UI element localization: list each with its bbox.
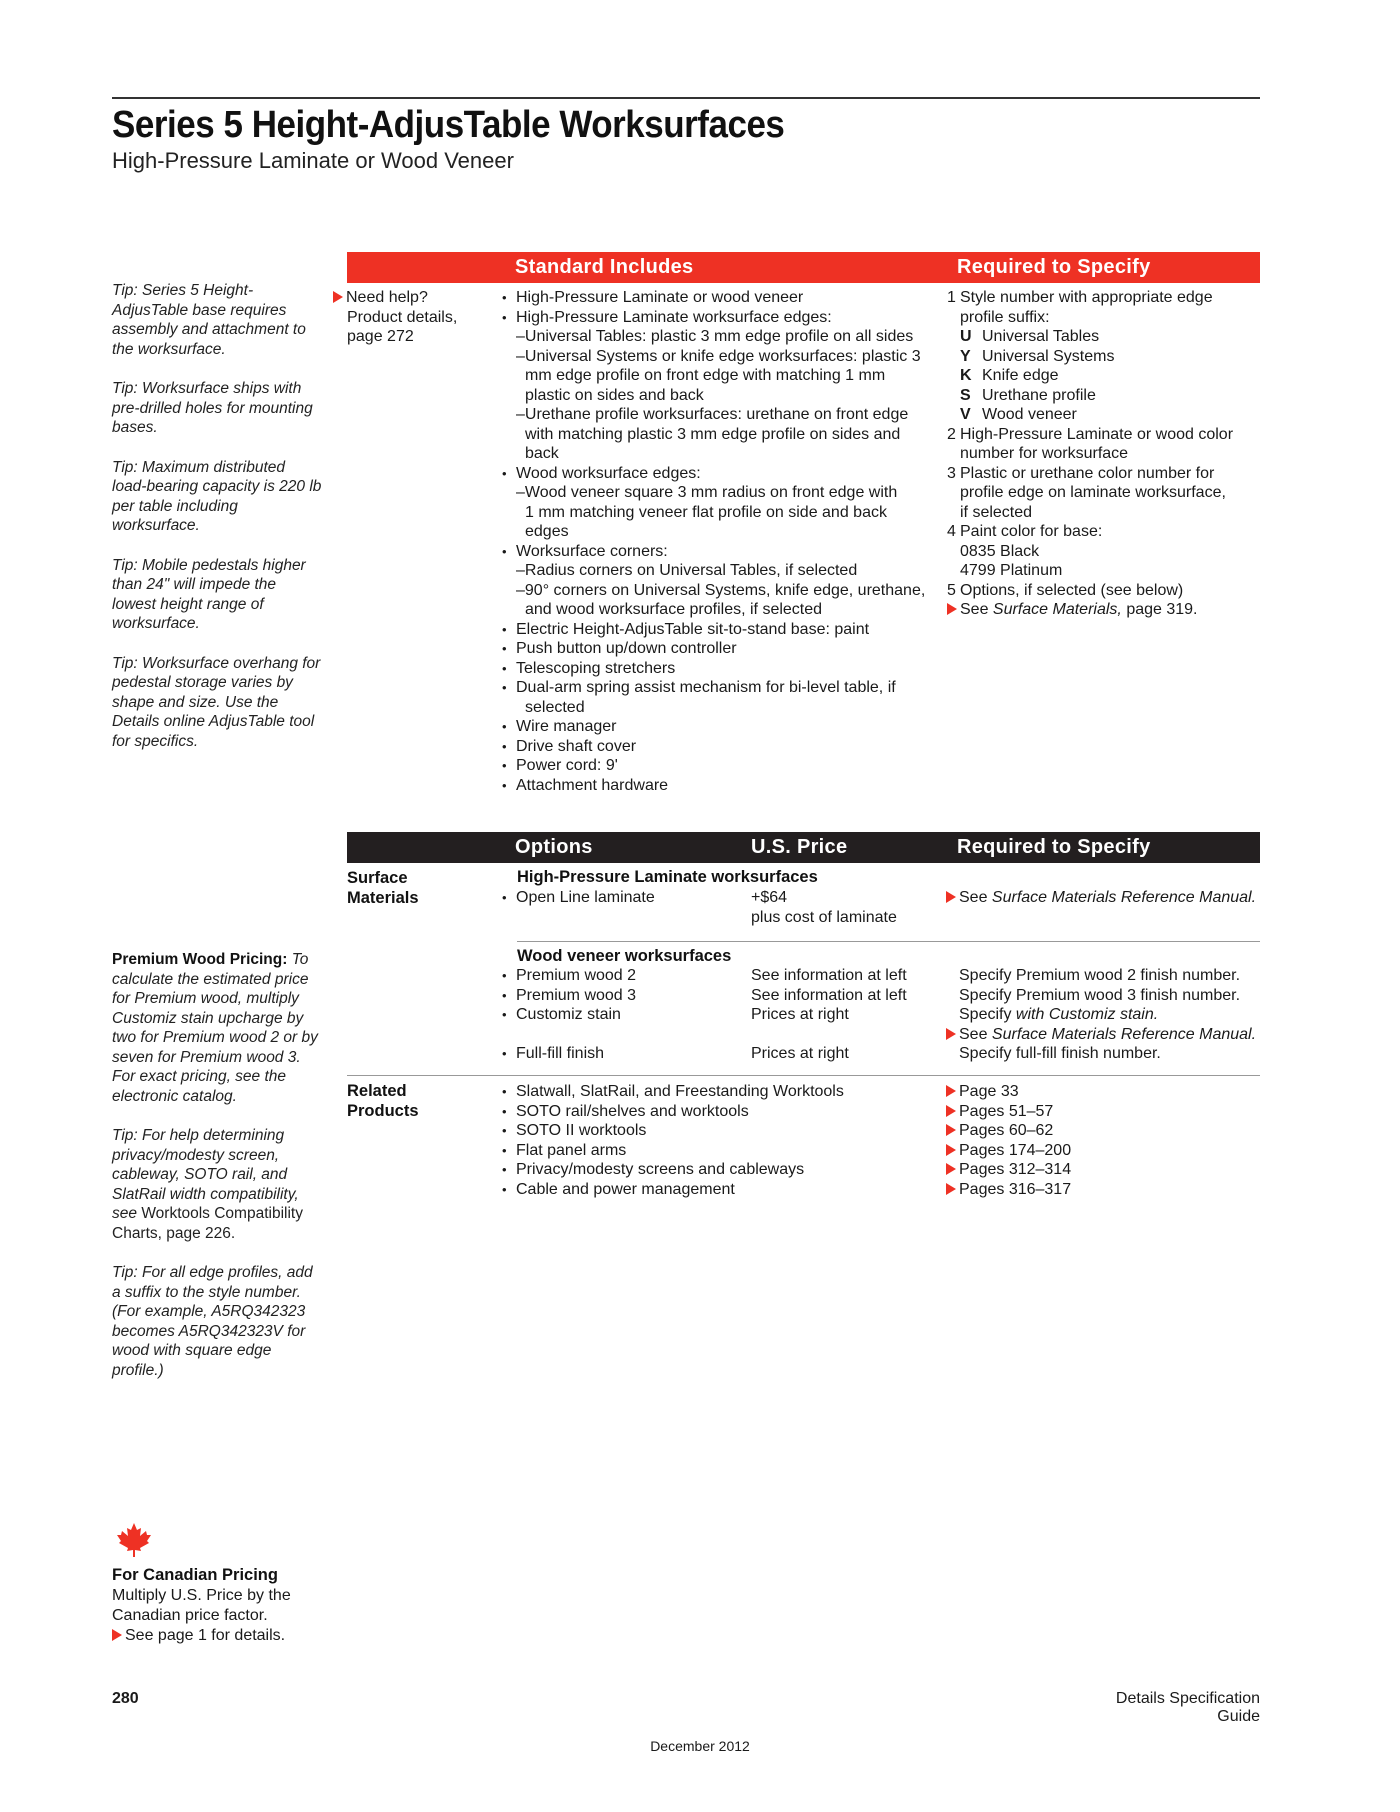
related-product-item: • Slatwall, SlatRail, and Freestanding Worktools (500, 1082, 940, 1102)
include-item: • Wood worksurface edges: (500, 464, 940, 484)
page-subtitle: High-Pressure Laminate or Wood Veneer (112, 148, 514, 173)
arrow-icon (946, 1028, 956, 1040)
related-page-link[interactable]: Page 33 (946, 1082, 1266, 1102)
include-item: • High-Pressure Laminate worksurface edges: (500, 308, 940, 328)
include-item: –Universal Tables: plastic 3 mm edge profile on all sides (516, 328, 914, 345)
related-page-link[interactable]: Pages 316–317 (946, 1180, 1266, 1200)
tip-overhang: Tip: Worksurface overhang for pedestal storage varies by shape and size. Use the Details online AdjusTable tool for specifics. (112, 654, 321, 750)
srm-link[interactable]: See Surface Materials Reference Manual. (946, 888, 1266, 908)
related-products-list (500, 1082, 940, 1199)
arrow-icon (946, 1183, 956, 1195)
related-page-link[interactable]: Pages 51–57 (946, 1102, 1266, 1122)
related-product-item: • SOTO rail/shelves and worktools (500, 1102, 940, 1122)
include-item: • Wire manager (500, 717, 940, 737)
standard-includes-heading: Standard Includes (515, 256, 694, 278)
divider (517, 941, 1260, 942)
sidebar-premium (112, 950, 322, 1400)
tip-compat: Tip: For help determining privacy/modesty screen, cableway, SOTO rail, and SlatRail width compatibility, see (112, 1127, 299, 1222)
arrow-icon (946, 891, 956, 903)
include-item: • Worksurface corners: (500, 542, 940, 562)
include-item: • Power cord: 9' (500, 756, 940, 776)
page-title: Series 5 Height-AdjusTable Worksurfaces (112, 104, 785, 146)
option-full-fill: • Full-fill finish (500, 1044, 730, 1064)
tip-edge-suffix: Tip: For all edge profiles, add a suffix to the style number. (For example, A5RQ342323 becomes A5RQ342323V for wood with square edge profile.) (112, 1264, 313, 1379)
suffix-item: K Knife edge (960, 367, 1059, 384)
tip-pedestals: Tip: Mobile pedestals higher than 24" will impede the lowest height range of worksurface. (112, 556, 306, 632)
arrow-icon (947, 603, 957, 615)
include-item: • Drive shaft cover (500, 737, 940, 757)
suffix-item: V Wood veneer (960, 406, 1077, 423)
related-product-item: • Cable and power management (500, 1180, 940, 1200)
premium-text: To calculate the estimated price for Premium wood, multiply Customiz stain upcharge by two for Premium wood 2 or by seven for Premium wood 3. For exact pricing, see the electronic catalog. (112, 951, 318, 1105)
related-page-link[interactable]: Pages 60–62 (946, 1121, 1266, 1141)
wood-options (500, 966, 730, 1064)
option-premium-wood-2: • Premium wood 2 (500, 966, 730, 986)
include-item: • Push button up/down controller (500, 639, 940, 659)
arrow-icon (112, 1629, 122, 1641)
related-product-item: • SOTO II worktools (500, 1121, 940, 1141)
sidebar-tips-top (112, 281, 322, 771)
tip-load-capacity: Tip: Maximum distributed load-bearing capacity is 220 lb per table including worksurface. (112, 458, 322, 534)
include-item: • Dual-arm spring assist mechanism for bi-level table, if selected (500, 678, 940, 717)
arrow-icon (946, 1124, 956, 1136)
canadian-text: Multiply U.S. Price by the Canadian price factor. (112, 1586, 291, 1624)
arrow-icon (946, 1163, 956, 1175)
wood-prices: See information at left See information at left Prices at right Prices at right (751, 967, 907, 1062)
surface-materials-link[interactable]: See Surface Materials, page 319. (947, 600, 1267, 620)
include-item: • Telescoping stretchers (500, 659, 940, 679)
include-item: –Universal Systems or knife edge worksurfaces: plastic 3 mm edge profile on front edge with matching 1 mm plastic on sides and back (516, 347, 921, 404)
divider (347, 1075, 1260, 1076)
related-product-item: • Flat panel arms (500, 1141, 940, 1161)
option-customiz-stain: • Customiz stain (500, 1005, 730, 1025)
hpl-subhead: High-Pressure Laminate worksurfaces (517, 868, 818, 886)
open-line-option: • Open Line laminate (500, 888, 730, 908)
related-page-link[interactable]: Pages 312–314 (946, 1160, 1266, 1180)
include-item: • Electric Height-AdjusTable sit-to-stand base: paint (500, 620, 940, 640)
required-to-specify-heading: Required to Specify (957, 256, 1151, 278)
canadian-link[interactable]: See page 1 for details. (112, 1626, 322, 1646)
tip-base-assembly: Tip: Series 5 Height-AdjusTable base requires assembly and attachment to the worksurface. (112, 282, 306, 358)
premium-heading: Premium Wood Pricing: (112, 951, 288, 968)
arrow-icon (333, 291, 343, 303)
include-item: • Attachment hardware (500, 776, 940, 796)
srm-link-2[interactable]: See Surface Materials Reference Manual. (946, 1025, 1266, 1045)
surface-materials-label: Surface Materials (347, 869, 419, 907)
guide-title: Details Specification Guide (1115, 1690, 1260, 1725)
us-price-heading: U.S. Price (751, 836, 848, 858)
page-number: 280 (112, 1690, 139, 1707)
header-rule (112, 97, 1260, 99)
include-item: • High-Pressure Laminate or wood veneer (500, 288, 940, 308)
include-item: –Wood veneer square 3 mm radius on front edge with 1 mm matching veneer flat profile on side and back edges (516, 484, 898, 540)
option-premium-wood-3: • Premium wood 3 (500, 986, 730, 1006)
arrow-icon (946, 1085, 956, 1097)
options-required-heading: Required to Specify (957, 836, 1151, 858)
include-item: –Urethane profile worksurfaces: urethane on front edge with matching plastic 3 mm edge profile on sides and back (516, 406, 909, 462)
suffix-item: U Universal Tables (960, 328, 1100, 345)
required-to-specify-list: 1 Style number with appropriate edge profile suffix: U Universal Tables Y Universal Systems K Knife edge S Urethane profile V Wood veneer 2 High-Pressure Laminate or wood color number for worksurface 3 Plastic or urethane color number for profile edge on laminate worksurface, if selected 4 Paint color for base: 0835 Black 4799 Platinum 5 Options, if selected (see below) See Surface Materials, page 319. (947, 288, 1267, 620)
tip-predrilled: Tip: Worksurface ships with pre-drilled holes for mounting bases. (112, 380, 313, 436)
wood-subhead: Wood veneer worksurfaces (517, 947, 732, 965)
canadian-pricing (112, 1566, 322, 1646)
suffix-item: S Urethane profile (960, 386, 1096, 404)
issue-date: December 2012 (650, 1738, 750, 1754)
related-pages (946, 1082, 1266, 1199)
related-product-item: • Privacy/modesty screens and cableways (500, 1160, 940, 1180)
standard-header-bar (347, 252, 1260, 283)
need-help[interactable]: Need help? Product details, page 272 (333, 288, 463, 347)
suffix-item: Y Universal Systems (960, 347, 1115, 365)
tip-compat-ref: Worktools Compatibility Charts, page 226. (112, 1205, 303, 1242)
maple-leaf-icon (116, 1522, 152, 1558)
open-line-price: +$64 plus cost of laminate (751, 889, 897, 926)
related-page-link[interactable]: Pages 174–200 (946, 1141, 1266, 1161)
arrow-icon (946, 1144, 956, 1156)
related-products-label: Related Products (347, 1082, 419, 1120)
include-item: –90° corners on Universal Systems, knife edge, urethane, and wood worksurface profiles, if selected (516, 581, 926, 618)
options-heading: Options (515, 836, 593, 858)
canadian-heading: For Canadian Pricing (112, 1566, 278, 1584)
include-item: –Radius corners on Universal Tables, if selected (516, 562, 858, 579)
options-header-bar (347, 832, 1260, 863)
standard-includes-list (500, 288, 940, 795)
wood-specs: Specify Premium wood 2 finish number. Specify Premium wood 3 finish number. Specify with Customiz stain. See Surface Materials Reference Manual. Specify full-fill finish number. (946, 966, 1266, 1064)
arrow-icon (946, 1105, 956, 1117)
